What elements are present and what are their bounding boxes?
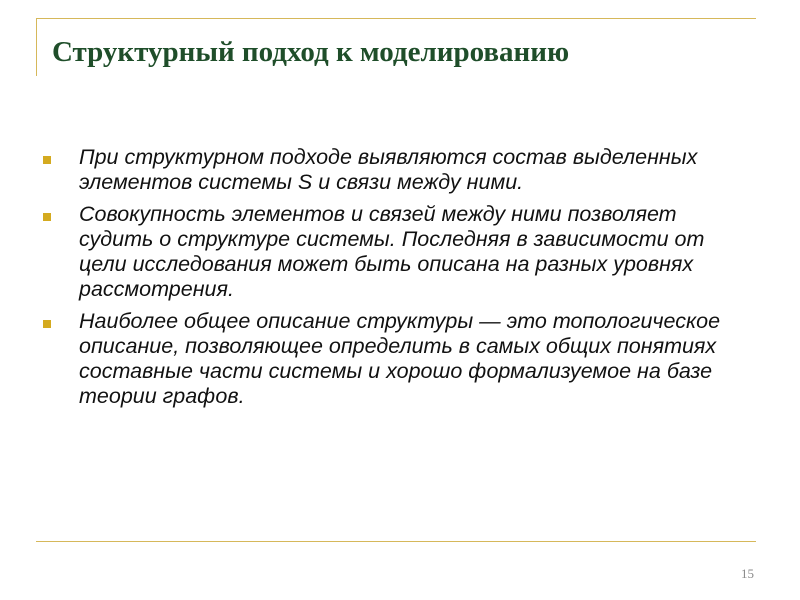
frame-top-line — [36, 18, 756, 19]
square-bullet-icon — [43, 156, 51, 164]
bullet-item — [40, 202, 730, 302]
page-number: 15 — [741, 566, 754, 581]
slide-title: Структурный подход к моделированию — [52, 36, 570, 68]
bullet-text: При структурном подходе выявляются состав выделенных элементов системы S и связи между ними. — [79, 145, 698, 194]
bullet-item — [40, 145, 730, 195]
bullet-list — [40, 145, 730, 416]
bullet-item — [40, 309, 730, 409]
square-bullet-icon — [43, 320, 51, 328]
square-bullet-icon — [43, 213, 51, 221]
bullet-text: Наиболее общее описание структуры — это топологическое описание, позволяющее определить в самых общих понятиях составные части системы и хорошо формализуемое на базе теории графов. — [79, 309, 721, 408]
frame-left-line — [36, 18, 37, 76]
frame-bottom-line — [36, 541, 756, 542]
bullet-text: Совокупность элементов и связей между ними позволяет судить о структуре системы. Последняя в зависимости от цели исследования может быть описана на разных уровнях рассмотрения. — [79, 202, 705, 301]
